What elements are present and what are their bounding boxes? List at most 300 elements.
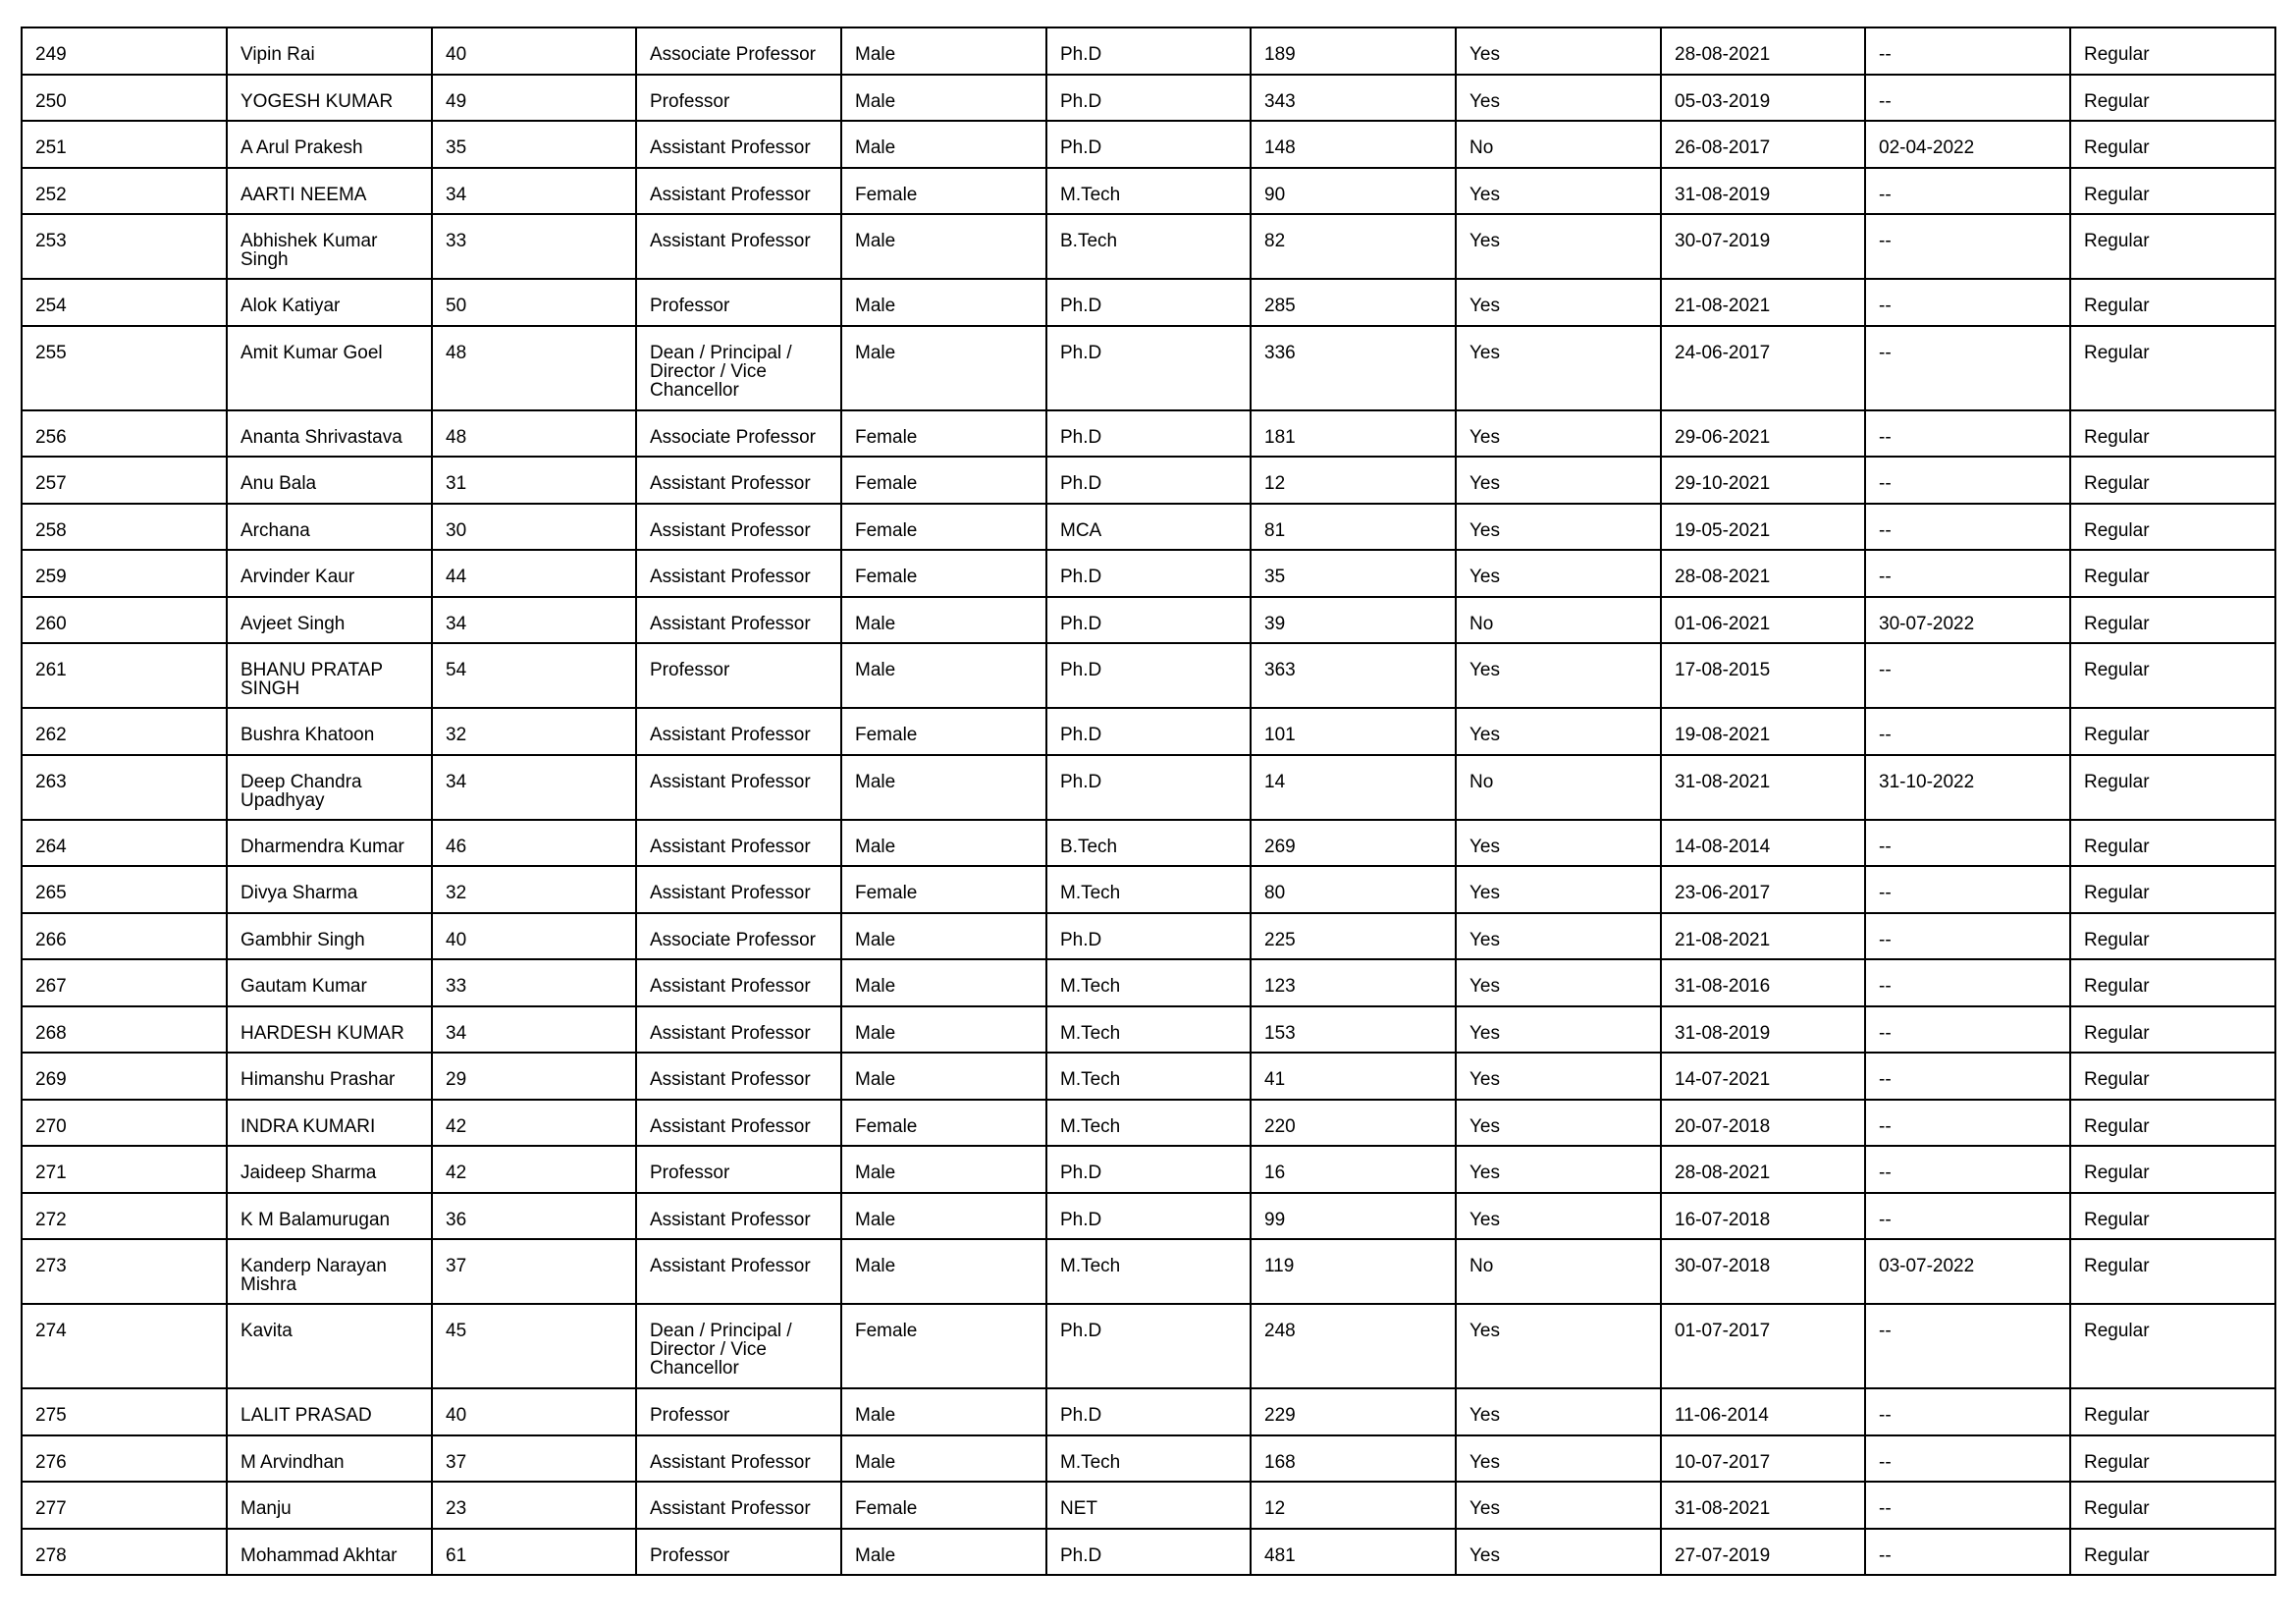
serial-number-cell: 255 — [22, 326, 227, 410]
serial-number-cell: 276 — [22, 1435, 227, 1483]
serial-number-cell: 272 — [22, 1193, 227, 1240]
gender-cell: Female — [841, 866, 1046, 913]
designation-cell: Professor — [636, 1388, 841, 1435]
currently-working-cell: Yes — [1456, 326, 1661, 410]
leaving-date-cell: -- — [1865, 326, 2070, 410]
serial-number-cell: 274 — [22, 1304, 227, 1388]
age-cell: 32 — [432, 708, 636, 755]
table-row — [22, 1482, 2275, 1529]
faculty-name-cell: Vipin Rai — [227, 27, 432, 75]
experience-cell: 39 — [1251, 597, 1456, 644]
age-cell: 29 — [432, 1053, 636, 1100]
table-row — [22, 597, 2275, 644]
table-row — [22, 755, 2275, 820]
age-cell: 42 — [432, 1100, 636, 1147]
designation-cell: Assistant Professor — [636, 1435, 841, 1483]
currently-working-cell: Yes — [1456, 1304, 1661, 1388]
serial-number-cell: 259 — [22, 550, 227, 597]
designation-cell: Assistant Professor — [636, 1239, 841, 1304]
faculty-name-cell: A Arul Prakesh — [227, 121, 432, 168]
faculty-name-cell: Arvinder Kaur — [227, 550, 432, 597]
serial-number-cell: 278 — [22, 1529, 227, 1576]
age-cell: 37 — [432, 1239, 636, 1304]
qualification-cell: Ph.D — [1046, 913, 1251, 960]
gender-cell: Male — [841, 820, 1046, 867]
experience-cell: 229 — [1251, 1388, 1456, 1435]
qualification-cell: Ph.D — [1046, 597, 1251, 644]
leaving-date-cell: -- — [1865, 550, 2070, 597]
joining-date-cell: 19-05-2021 — [1661, 504, 1865, 551]
joining-date-cell: 31-08-2019 — [1661, 1006, 1865, 1054]
experience-cell: 153 — [1251, 1006, 1456, 1054]
age-cell: 23 — [432, 1482, 636, 1529]
gender-cell: Female — [841, 708, 1046, 755]
table-row — [22, 866, 2275, 913]
qualification-cell: M.Tech — [1046, 1239, 1251, 1304]
faculty-name-cell: Abhishek Kumar Singh — [227, 214, 432, 279]
designation-cell: Assistant Professor — [636, 168, 841, 215]
nature-of-association-cell: Regular — [2070, 279, 2275, 326]
serial-number-cell: 254 — [22, 279, 227, 326]
experience-cell: 80 — [1251, 866, 1456, 913]
age-cell: 50 — [432, 279, 636, 326]
qualification-cell: Ph.D — [1046, 550, 1251, 597]
joining-date-cell: 23-06-2017 — [1661, 866, 1865, 913]
qualification-cell: B.Tech — [1046, 820, 1251, 867]
joining-date-cell: 21-08-2021 — [1661, 279, 1865, 326]
gender-cell: Male — [841, 75, 1046, 122]
currently-working-cell: Yes — [1456, 1053, 1661, 1100]
faculty-name-cell: Divya Sharma — [227, 866, 432, 913]
serial-number-cell: 260 — [22, 597, 227, 644]
designation-cell: Assistant Professor — [636, 866, 841, 913]
leaving-date-cell: -- — [1865, 1006, 2070, 1054]
faculty-name-cell: Ananta Shrivastava — [227, 410, 432, 458]
serial-number-cell: 250 — [22, 75, 227, 122]
experience-cell: 90 — [1251, 168, 1456, 215]
nature-of-association-cell: Regular — [2070, 121, 2275, 168]
serial-number-cell: 271 — [22, 1146, 227, 1193]
currently-working-cell: Yes — [1456, 1006, 1661, 1054]
joining-date-cell: 21-08-2021 — [1661, 913, 1865, 960]
nature-of-association-cell: Regular — [2070, 1435, 2275, 1483]
faculty-table — [21, 27, 2276, 1576]
table-row — [22, 75, 2275, 122]
experience-cell: 101 — [1251, 708, 1456, 755]
faculty-name-cell: M Arvindhan — [227, 1435, 432, 1483]
designation-cell: Assistant Professor — [636, 1053, 841, 1100]
gender-cell: Male — [841, 597, 1046, 644]
faculty-name-cell: Kanderp Narayan Mishra — [227, 1239, 432, 1304]
experience-cell: 123 — [1251, 959, 1456, 1006]
designation-cell: Associate Professor — [636, 913, 841, 960]
age-cell: 40 — [432, 27, 636, 75]
qualification-cell: Ph.D — [1046, 121, 1251, 168]
gender-cell: Female — [841, 1482, 1046, 1529]
age-cell: 31 — [432, 457, 636, 504]
joining-date-cell: 28-08-2021 — [1661, 550, 1865, 597]
joining-date-cell: 28-08-2021 — [1661, 1146, 1865, 1193]
designation-cell: Assistant Professor — [636, 457, 841, 504]
joining-date-cell: 14-07-2021 — [1661, 1053, 1865, 1100]
designation-cell: Assistant Professor — [636, 959, 841, 1006]
faculty-name-cell: Avjeet Singh — [227, 597, 432, 644]
currently-working-cell: Yes — [1456, 708, 1661, 755]
faculty-name-cell: Himanshu Prashar — [227, 1053, 432, 1100]
nature-of-association-cell: Regular — [2070, 1239, 2275, 1304]
nature-of-association-cell: Regular — [2070, 755, 2275, 820]
nature-of-association-cell: Regular — [2070, 75, 2275, 122]
gender-cell: Male — [841, 279, 1046, 326]
currently-working-cell: Yes — [1456, 959, 1661, 1006]
currently-working-cell: Yes — [1456, 643, 1661, 708]
gender-cell: Female — [841, 168, 1046, 215]
currently-working-cell: Yes — [1456, 1482, 1661, 1529]
experience-cell: 148 — [1251, 121, 1456, 168]
nature-of-association-cell: Regular — [2070, 959, 2275, 1006]
gender-cell: Female — [841, 1100, 1046, 1147]
gender-cell: Male — [841, 1006, 1046, 1054]
designation-cell: Assistant Professor — [636, 1100, 841, 1147]
faculty-name-cell: Anu Bala — [227, 457, 432, 504]
table-row — [22, 457, 2275, 504]
experience-cell: 14 — [1251, 755, 1456, 820]
gender-cell: Female — [841, 504, 1046, 551]
currently-working-cell: Yes — [1456, 820, 1661, 867]
currently-working-cell: No — [1456, 1239, 1661, 1304]
faculty-name-cell: Gambhir Singh — [227, 913, 432, 960]
currently-working-cell: Yes — [1456, 1388, 1661, 1435]
table-row — [22, 1053, 2275, 1100]
designation-cell: Assistant Professor — [636, 504, 841, 551]
currently-working-cell: No — [1456, 121, 1661, 168]
serial-number-cell: 257 — [22, 457, 227, 504]
joining-date-cell: 10-07-2017 — [1661, 1435, 1865, 1483]
joining-date-cell: 30-07-2018 — [1661, 1239, 1865, 1304]
qualification-cell: M.Tech — [1046, 1435, 1251, 1483]
age-cell: 61 — [432, 1529, 636, 1576]
designation-cell: Assistant Professor — [636, 820, 841, 867]
faculty-name-cell: Alok Katiyar — [227, 279, 432, 326]
table-row — [22, 1388, 2275, 1435]
experience-cell: 225 — [1251, 913, 1456, 960]
experience-cell: 119 — [1251, 1239, 1456, 1304]
gender-cell: Male — [841, 27, 1046, 75]
joining-date-cell: 29-06-2021 — [1661, 410, 1865, 458]
qualification-cell: M.Tech — [1046, 1006, 1251, 1054]
joining-date-cell: 17-08-2015 — [1661, 643, 1865, 708]
currently-working-cell: No — [1456, 597, 1661, 644]
designation-cell: Professor — [636, 1146, 841, 1193]
experience-cell: 181 — [1251, 410, 1456, 458]
faculty-name-cell: Mohammad Akhtar — [227, 1529, 432, 1576]
experience-cell: 285 — [1251, 279, 1456, 326]
age-cell: 49 — [432, 75, 636, 122]
joining-date-cell: 01-06-2021 — [1661, 597, 1865, 644]
nature-of-association-cell: Regular — [2070, 866, 2275, 913]
currently-working-cell: No — [1456, 755, 1661, 820]
qualification-cell: Ph.D — [1046, 457, 1251, 504]
table-row — [22, 1435, 2275, 1483]
qualification-cell: MCA — [1046, 504, 1251, 551]
qualification-cell: Ph.D — [1046, 27, 1251, 75]
currently-working-cell: Yes — [1456, 1529, 1661, 1576]
nature-of-association-cell: Regular — [2070, 457, 2275, 504]
gender-cell: Male — [841, 1388, 1046, 1435]
nature-of-association-cell: Regular — [2070, 820, 2275, 867]
nature-of-association-cell: Regular — [2070, 1482, 2275, 1529]
leaving-date-cell: -- — [1865, 1482, 2070, 1529]
gender-cell: Female — [841, 457, 1046, 504]
currently-working-cell: Yes — [1456, 1146, 1661, 1193]
experience-cell: 363 — [1251, 643, 1456, 708]
currently-working-cell: Yes — [1456, 913, 1661, 960]
gender-cell: Male — [841, 1053, 1046, 1100]
currently-working-cell: Yes — [1456, 279, 1661, 326]
nature-of-association-cell: Regular — [2070, 1529, 2275, 1576]
experience-cell: 168 — [1251, 1435, 1456, 1483]
gender-cell: Male — [841, 214, 1046, 279]
age-cell: 48 — [432, 410, 636, 458]
currently-working-cell: Yes — [1456, 1435, 1661, 1483]
qualification-cell: M.Tech — [1046, 866, 1251, 913]
experience-cell: 82 — [1251, 214, 1456, 279]
serial-number-cell: 261 — [22, 643, 227, 708]
leaving-date-cell: -- — [1865, 1053, 2070, 1100]
serial-number-cell: 258 — [22, 504, 227, 551]
experience-cell: 12 — [1251, 457, 1456, 504]
age-cell: 34 — [432, 1006, 636, 1054]
gender-cell: Male — [841, 1239, 1046, 1304]
age-cell: 42 — [432, 1146, 636, 1193]
experience-cell: 269 — [1251, 820, 1456, 867]
joining-date-cell: 30-07-2019 — [1661, 214, 1865, 279]
experience-cell: 16 — [1251, 1146, 1456, 1193]
leaving-date-cell: -- — [1865, 959, 2070, 1006]
table-row — [22, 214, 2275, 279]
joining-date-cell: 24-06-2017 — [1661, 326, 1865, 410]
table-body — [22, 27, 2275, 1575]
qualification-cell: M.Tech — [1046, 1053, 1251, 1100]
gender-cell: Male — [841, 913, 1046, 960]
gender-cell: Female — [841, 410, 1046, 458]
age-cell: 33 — [432, 959, 636, 1006]
serial-number-cell: 273 — [22, 1239, 227, 1304]
leaving-date-cell: -- — [1865, 504, 2070, 551]
gender-cell: Male — [841, 1146, 1046, 1193]
serial-number-cell: 277 — [22, 1482, 227, 1529]
qualification-cell: Ph.D — [1046, 1529, 1251, 1576]
serial-number-cell: 256 — [22, 410, 227, 458]
leaving-date-cell: -- — [1865, 75, 2070, 122]
age-cell: 33 — [432, 214, 636, 279]
experience-cell: 35 — [1251, 550, 1456, 597]
currently-working-cell: Yes — [1456, 457, 1661, 504]
serial-number-cell: 253 — [22, 214, 227, 279]
age-cell: 40 — [432, 913, 636, 960]
designation-cell: Assistant Professor — [636, 1482, 841, 1529]
currently-working-cell: Yes — [1456, 1193, 1661, 1240]
currently-working-cell: Yes — [1456, 214, 1661, 279]
faculty-name-cell: Jaideep Sharma — [227, 1146, 432, 1193]
age-cell: 35 — [432, 121, 636, 168]
leaving-date-cell: -- — [1865, 1388, 2070, 1435]
leaving-date-cell: -- — [1865, 820, 2070, 867]
experience-cell: 481 — [1251, 1529, 1456, 1576]
joining-date-cell: 31-08-2021 — [1661, 1482, 1865, 1529]
designation-cell: Professor — [636, 279, 841, 326]
experience-cell: 343 — [1251, 75, 1456, 122]
qualification-cell: NET — [1046, 1482, 1251, 1529]
age-cell: 37 — [432, 1435, 636, 1483]
leaving-date-cell: -- — [1865, 1100, 2070, 1147]
experience-cell: 220 — [1251, 1100, 1456, 1147]
currently-working-cell: Yes — [1456, 1100, 1661, 1147]
faculty-name-cell: YOGESH KUMAR — [227, 75, 432, 122]
joining-date-cell: 31-08-2019 — [1661, 168, 1865, 215]
joining-date-cell: 20-07-2018 — [1661, 1100, 1865, 1147]
nature-of-association-cell: Regular — [2070, 1146, 2275, 1193]
faculty-name-cell: Kavita — [227, 1304, 432, 1388]
leaving-date-cell: -- — [1865, 27, 2070, 75]
joining-date-cell: 27-07-2019 — [1661, 1529, 1865, 1576]
joining-date-cell: 05-03-2019 — [1661, 75, 1865, 122]
leaving-date-cell: -- — [1865, 1193, 2070, 1240]
joining-date-cell: 14-08-2014 — [1661, 820, 1865, 867]
serial-number-cell: 267 — [22, 959, 227, 1006]
joining-date-cell: 26-08-2017 — [1661, 121, 1865, 168]
qualification-cell: M.Tech — [1046, 959, 1251, 1006]
faculty-name-cell: HARDESH KUMAR — [227, 1006, 432, 1054]
leaving-date-cell: -- — [1865, 410, 2070, 458]
serial-number-cell: 266 — [22, 913, 227, 960]
qualification-cell: Ph.D — [1046, 708, 1251, 755]
joining-date-cell: 01-07-2017 — [1661, 1304, 1865, 1388]
serial-number-cell: 262 — [22, 708, 227, 755]
faculty-name-cell: AARTI NEEMA — [227, 168, 432, 215]
qualification-cell: Ph.D — [1046, 755, 1251, 820]
qualification-cell: B.Tech — [1046, 214, 1251, 279]
leaving-date-cell: -- — [1865, 279, 2070, 326]
table-row — [22, 1304, 2275, 1388]
experience-cell: 248 — [1251, 1304, 1456, 1388]
age-cell: 36 — [432, 1193, 636, 1240]
age-cell: 46 — [432, 820, 636, 867]
table-row — [22, 1100, 2275, 1147]
table-row — [22, 959, 2275, 1006]
nature-of-association-cell: Regular — [2070, 550, 2275, 597]
serial-number-cell: 252 — [22, 168, 227, 215]
age-cell: 34 — [432, 597, 636, 644]
nature-of-association-cell: Regular — [2070, 326, 2275, 410]
gender-cell: Male — [841, 1435, 1046, 1483]
leaving-date-cell: -- — [1865, 866, 2070, 913]
joining-date-cell: 29-10-2021 — [1661, 457, 1865, 504]
leaving-date-cell: -- — [1865, 1304, 2070, 1388]
nature-of-association-cell: Regular — [2070, 168, 2275, 215]
table-row — [22, 708, 2275, 755]
leaving-date-cell: -- — [1865, 168, 2070, 215]
leaving-date-cell: -- — [1865, 214, 2070, 279]
table-row — [22, 1239, 2275, 1304]
leaving-date-cell: -- — [1865, 708, 2070, 755]
faculty-name-cell: Manju — [227, 1482, 432, 1529]
qualification-cell: Ph.D — [1046, 410, 1251, 458]
currently-working-cell: Yes — [1456, 504, 1661, 551]
designation-cell: Associate Professor — [636, 27, 841, 75]
currently-working-cell: Yes — [1456, 27, 1661, 75]
designation-cell: Assistant Professor — [636, 214, 841, 279]
leaving-date-cell: -- — [1865, 1146, 2070, 1193]
nature-of-association-cell: Regular — [2070, 1388, 2275, 1435]
age-cell: 32 — [432, 866, 636, 913]
experience-cell: 81 — [1251, 504, 1456, 551]
designation-cell: Associate Professor — [636, 410, 841, 458]
age-cell: 30 — [432, 504, 636, 551]
qualification-cell: Ph.D — [1046, 1146, 1251, 1193]
currently-working-cell: Yes — [1456, 550, 1661, 597]
qualification-cell: Ph.D — [1046, 1388, 1251, 1435]
table-row — [22, 410, 2275, 458]
experience-cell: 336 — [1251, 326, 1456, 410]
faculty-name-cell: LALIT PRASAD — [227, 1388, 432, 1435]
table-row — [22, 279, 2275, 326]
joining-date-cell: 31-08-2016 — [1661, 959, 1865, 1006]
faculty-name-cell: Bushra Khatoon — [227, 708, 432, 755]
faculty-name-cell: INDRA KUMARI — [227, 1100, 432, 1147]
designation-cell: Assistant Professor — [636, 708, 841, 755]
nature-of-association-cell: Regular — [2070, 504, 2275, 551]
gender-cell: Female — [841, 550, 1046, 597]
nature-of-association-cell: Regular — [2070, 643, 2275, 708]
age-cell: 40 — [432, 1388, 636, 1435]
nature-of-association-cell: Regular — [2070, 1193, 2275, 1240]
age-cell: 48 — [432, 326, 636, 410]
serial-number-cell: 275 — [22, 1388, 227, 1435]
qualification-cell: Ph.D — [1046, 1304, 1251, 1388]
designation-cell: Assistant Professor — [636, 1193, 841, 1240]
table-row — [22, 1006, 2275, 1054]
table-row — [22, 643, 2275, 708]
currently-working-cell: Yes — [1456, 866, 1661, 913]
table-row — [22, 326, 2275, 410]
designation-cell: Assistant Professor — [636, 121, 841, 168]
serial-number-cell: 265 — [22, 866, 227, 913]
nature-of-association-cell: Regular — [2070, 597, 2275, 644]
gender-cell: Male — [841, 755, 1046, 820]
nature-of-association-cell: Regular — [2070, 1100, 2275, 1147]
table-row — [22, 913, 2275, 960]
qualification-cell: Ph.D — [1046, 75, 1251, 122]
experience-cell: 99 — [1251, 1193, 1456, 1240]
age-cell: 34 — [432, 168, 636, 215]
age-cell: 44 — [432, 550, 636, 597]
serial-number-cell: 270 — [22, 1100, 227, 1147]
leaving-date-cell: 30-07-2022 — [1865, 597, 2070, 644]
table-row — [22, 550, 2275, 597]
table-row — [22, 504, 2275, 551]
serial-number-cell: 249 — [22, 27, 227, 75]
qualification-cell: M.Tech — [1046, 168, 1251, 215]
nature-of-association-cell: Regular — [2070, 1006, 2275, 1054]
gender-cell: Female — [841, 1304, 1046, 1388]
age-cell: 34 — [432, 755, 636, 820]
serial-number-cell: 251 — [22, 121, 227, 168]
nature-of-association-cell: Regular — [2070, 1053, 2275, 1100]
designation-cell: Assistant Professor — [636, 550, 841, 597]
currently-working-cell: Yes — [1456, 75, 1661, 122]
gender-cell: Male — [841, 326, 1046, 410]
